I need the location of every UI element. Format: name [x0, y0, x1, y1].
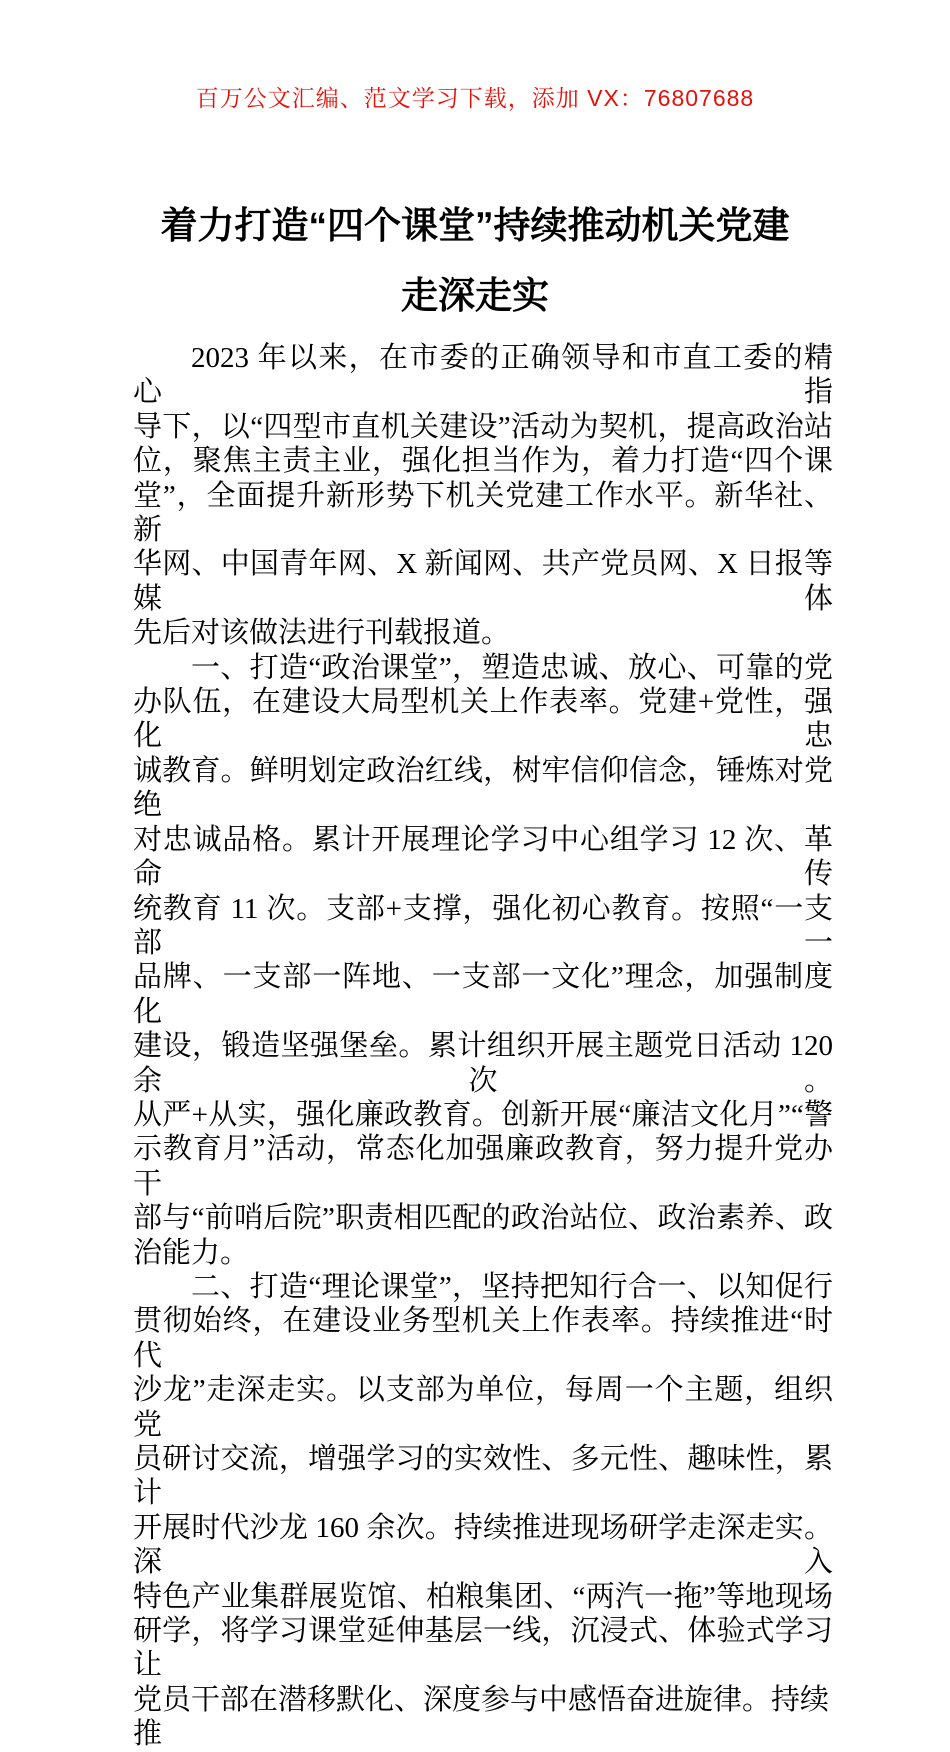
- text-line: 贯彻始终，在建设业务型机关上作表率。持续推进“时代: [133, 1305, 833, 1372]
- text-line: 统教育 11 次。支部+支撑，强化初心教育。按照“一支部一: [133, 892, 833, 959]
- text-line: 建设，锻造坚强堡垒。累计组织开展主题党日活动 120 余次。: [133, 1030, 833, 1097]
- paragraph: [133, 1270, 833, 1752]
- text-line: 办队伍，在建设大局型机关上作表率。党建+党性，强化忠: [133, 686, 833, 753]
- text-line: 从严+从实，强化廉政教育。创新开展“廉洁文化月”“警: [133, 1098, 833, 1131]
- paragraph: [133, 651, 833, 1270]
- watermark-notice: 百万公文汇编、范文学习下载，添加 VX：76807688: [195, 85, 755, 111]
- text-line: 先后对该做法进行刊载报道。: [133, 617, 511, 650]
- document-body: [133, 341, 833, 1752]
- page-title-line-2: 走深走实: [401, 274, 549, 316]
- text-line: 二、打造“理论课堂”，坚持把知行合一、以知促行: [191, 1270, 833, 1303]
- text-line: 一、打造“政治课堂”，塑造忠诚、放心、可靠的党: [191, 651, 833, 684]
- text-line: 研学，将学习课堂延伸基层一线，沉浸式、体验式学习让: [133, 1615, 833, 1682]
- text-line: 开展时代沙龙 160 余次。持续推进现场研学走深走实。深入: [133, 1511, 833, 1579]
- text-line: 特色产业集群展览馆、柏粮集团、“两汽一拖”等地现场: [133, 1580, 833, 1613]
- text-line: 位，聚焦主责主业，强化担当作为，着力打造“四个课: [133, 445, 833, 478]
- text-line: 部与“前哨后院”职责相匹配的政治站位、政治素养、政: [133, 1202, 833, 1235]
- text-line: 党员干部在潜移默化、深度参与中感悟奋进旋律。持续推: [133, 1683, 830, 1751]
- page-title: [60, 191, 890, 331]
- text-line: 2023 年以来，在市委的正确领导和市直工委的精心指: [133, 342, 833, 409]
- text-line: 诚教育。鲜明划定政治红线，树牢信仰信念，锤炼对党绝: [133, 754, 833, 822]
- paragraph: [133, 341, 833, 651]
- text-line: 导下，以“四型市直机关建设”活动为契机，提高政治站: [133, 410, 833, 443]
- text-line: 示教育月”活动，常态化加强廉政教育，努力提升党办干: [133, 1133, 833, 1200]
- text-line: 品牌、一支部一阵地、一支部一文化”理念，加强制度化: [133, 961, 833, 1028]
- text-line: 华网、中国青年网、X 新闻网、共产党员网、X 日报等媒体: [133, 548, 833, 615]
- text-line: 治能力。: [133, 1236, 250, 1269]
- text-line: 沙龙”走深走实。以支部为单位，每周一个主题，组织党: [133, 1374, 833, 1441]
- text-line: 员研讨交流，增强学习的实效性、多元性、趣味性，累计: [133, 1443, 833, 1510]
- text-line: 堂”，全面提升新形势下机关党建工作水平。新华社、新: [133, 479, 833, 547]
- text-line: 对忠诚品格。累计开展理论学习中心组学习 12 次、革命传: [133, 823, 833, 891]
- page-title-line-1: 着力打造“四个课堂”持续推动机关党建: [160, 204, 790, 246]
